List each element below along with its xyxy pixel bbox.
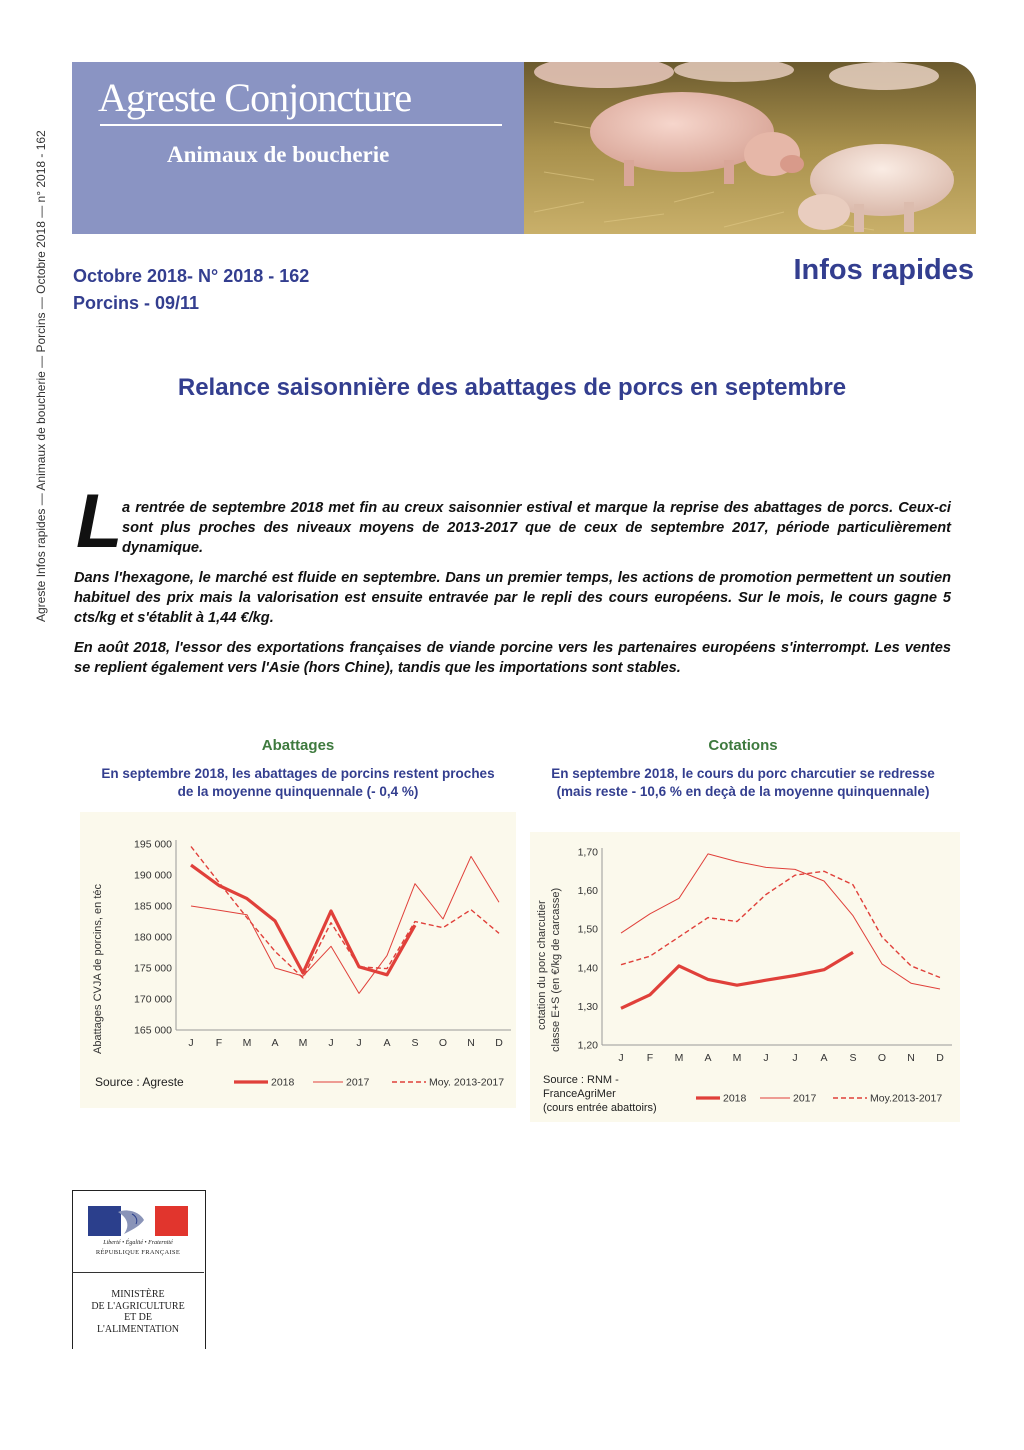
cotations-source-line: (cours entrée abattoirs)	[543, 1102, 657, 1114]
cotations-xtick-label: M	[674, 1052, 684, 1064]
abattages-xtick-label: F	[215, 1037, 223, 1049]
ministry-line-4: L'ALIMENTATION	[96, 1323, 180, 1335]
abattages-xtick-label: A	[271, 1037, 279, 1049]
cotations-legend-label: Moy.2013-2017	[870, 1092, 943, 1105]
cotations-xtick-label: J	[763, 1052, 769, 1064]
cotations-xtick-label: O	[877, 1052, 887, 1064]
ministry-line-2: DE L'AGRICULTURE	[91, 1300, 185, 1312]
cotations-xtick-label: A	[820, 1052, 828, 1064]
abattages-xtick-label: J	[188, 1037, 194, 1049]
chart-cotations-subtitle: En septembre 2018, le cours du porc charcutier se redresse (mais reste - 10,6 % en deçà de la moyenne quinquennale)	[551, 766, 935, 799]
abattages-ytick-label: 190 000	[134, 869, 172, 882]
ministry-line-3: ET DE	[124, 1312, 152, 1323]
cotations-xtick-label: N	[907, 1052, 915, 1064]
republic-motto: Liberté • Égalité • Fraternité	[103, 1240, 173, 1246]
chart-cotations-ylabel-1: cotation du porc charcutier	[536, 900, 548, 1030]
abattages-ytick-label: 195 000	[134, 838, 172, 851]
abattages-series-2018	[191, 865, 415, 975]
cotations-source-line: Source : RNM -	[543, 1074, 619, 1086]
abattages-xtick-label: S	[411, 1037, 419, 1049]
cotations-legend-label: 2017	[793, 1092, 817, 1105]
abattages-xtick-label: N	[467, 1037, 475, 1049]
intro-paragraph: a rentrée de septembre 2018 met fin au creux saisonnier estival et marque la reprise des abattages de porcs. Ceux-ci sont plus proches des niveaux moyens de 2013-2017 que de ceux de septembre 2017, période particulièrement dynamique.	[122, 500, 951, 556]
chart-abattages-ylabel: Abattages CVJA de porcins, en téc	[92, 884, 104, 1054]
cotations-legend-label: 2018	[723, 1092, 747, 1105]
abattages-ytick-label: 185 000	[134, 900, 172, 913]
side-running-text: Agreste Infos rapides — Animaux de boucherie — Porcins — Octobre 2018 — n° 2018 - 162	[34, 130, 48, 622]
market-paragraph: Dans l'hexagone, le marché est fluide en septembre. Dans un premier temps, les actions de promotion permettent un soutien habituel des prix mais la valorisation est ensuite entravée par le repli des cours européens. Sur le mois, le cours gagne 5 cts/kg et s'établit à 1,44 €/kg.	[74, 570, 951, 626]
publication-subtitle: Animaux de boucherie	[167, 142, 390, 167]
abattages-xtick-label: M	[242, 1037, 252, 1049]
chart-cotations-title: Cotations	[708, 737, 778, 754]
brand-logo-text: Agreste Conjoncture	[98, 75, 412, 120]
abattages-xtick-label: A	[383, 1037, 391, 1049]
abattages-series-2017	[191, 856, 499, 993]
cotations-xtick-label: J	[618, 1052, 624, 1064]
cotations-xtick-label: D	[936, 1052, 944, 1064]
abattages-xtick-label: J	[328, 1037, 334, 1049]
abattages-ytick-label: 175 000	[134, 962, 172, 975]
cotations-xtick-label: J	[792, 1052, 798, 1064]
cotations-ytick-label: 1,20	[577, 1039, 598, 1052]
abattages-legend-label: 2018	[271, 1076, 295, 1089]
republic-name: RÉPUBLIQUE FRANÇAISE	[95, 1249, 181, 1256]
abattages-ytick-label: 165 000	[134, 1024, 172, 1037]
cotations-xtick-label: A	[704, 1052, 712, 1064]
cotations-source-line: FranceAgriMer	[543, 1088, 616, 1100]
abattages-ytick-label: 170 000	[134, 993, 172, 1006]
chart-abattages-title: Abattages	[261, 737, 335, 754]
dropcap-letter: L	[76, 479, 123, 564]
cotations-ytick-label: 1,70	[577, 846, 598, 859]
logo-divider	[72, 1272, 204, 1273]
abattages-source: Source : Agreste	[95, 1075, 184, 1089]
marianne-flag-icon	[88, 1204, 188, 1238]
chart-cotations-panel	[530, 832, 960, 1122]
cotations-ytick-label: 1,50	[577, 923, 598, 936]
abattages-legend-label: Moy. 2013-2017	[429, 1076, 505, 1089]
abattages-xtick-label: J	[356, 1037, 362, 1049]
issue-number: Octobre 2018- N° 2018 - 162	[73, 266, 310, 286]
abattages-xtick-label: D	[495, 1037, 503, 1049]
cotations-ytick-label: 1,30	[577, 1000, 598, 1013]
ministry-name	[74, 1289, 202, 1335]
abattages-legend-label: 2017	[346, 1076, 370, 1089]
cotations-xtick-label: M	[732, 1052, 742, 1064]
ministry-line-1: MINISTÈRE	[111, 1289, 165, 1300]
cotations-ytick-label: 1,60	[577, 885, 598, 898]
cotations-ytick-label: 1,40	[577, 962, 598, 975]
abattages-xtick-label: M	[298, 1037, 308, 1049]
page-title: Relance saisonnière des abattages de porcs en septembre	[177, 374, 847, 401]
abattages-ytick-label: 180 000	[134, 931, 172, 944]
chart-cotations-ylabel-2: classe E+S (en €/kg de carcasse)	[550, 887, 562, 1052]
abattages-xtick-label: O	[438, 1037, 448, 1049]
cotations-xtick-label: S	[849, 1052, 857, 1064]
series-label: Infos rapides	[793, 254, 974, 286]
cotations-xtick-label: F	[646, 1052, 654, 1064]
chart-abattages-subtitle: En septembre 2018, les abattages de porcins restent proches de la moyenne quinquennale (- 0,4 %)	[101, 766, 495, 799]
trade-paragraph: En août 2018, l'essor des exportations françaises de viande porcine vers les partenaires européens s'interrompt. Les ventes se replient également vers l'Asie (hors Chine), tandis que les importations sont stables.	[74, 640, 951, 676]
abattages-series-moy-2013-2017	[191, 847, 499, 978]
issue-topic: Porcins - 09/11	[73, 293, 200, 313]
